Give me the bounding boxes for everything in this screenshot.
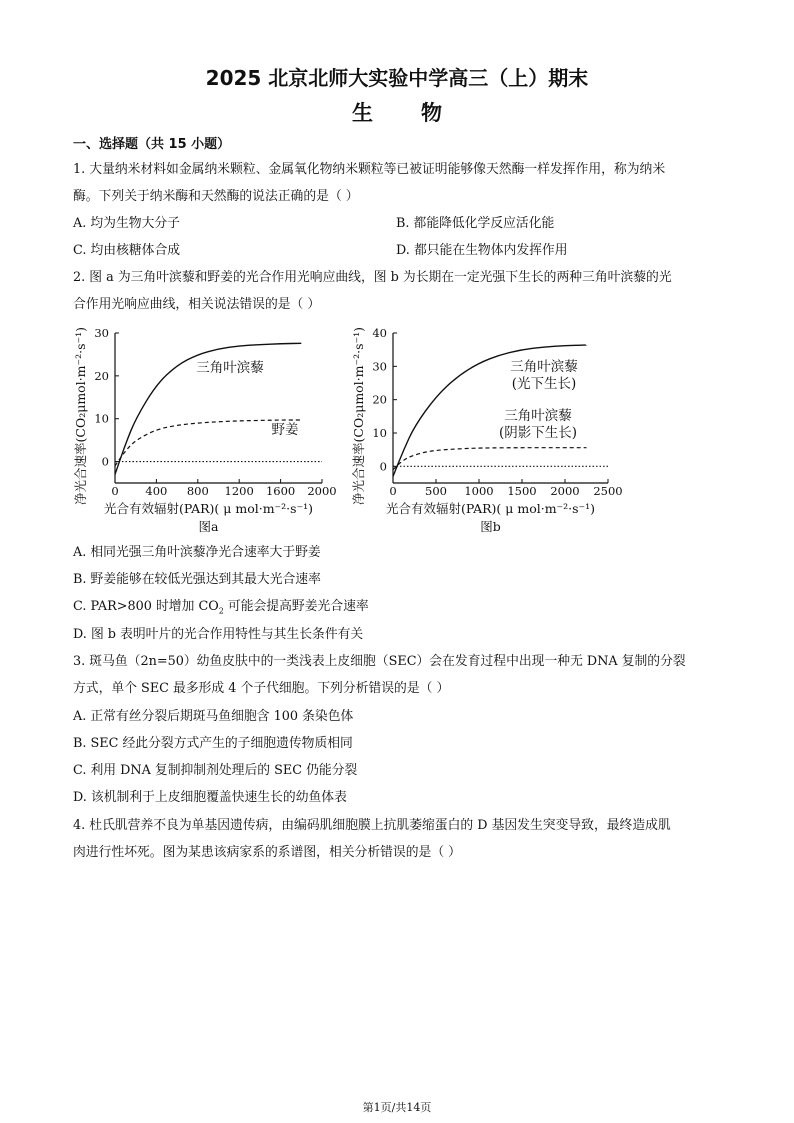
q2-option-b: B. 野姜能够在较低光强达到其最大光合速率 — [73, 572, 321, 587]
figure-caption: 图a — [198, 519, 219, 534]
q3-option-b: B. SEC 经此分裂方式产生的子细胞遗传物质相同 — [73, 736, 353, 751]
x-tick-label: 1200 — [224, 484, 254, 498]
x-tick-label: 500 — [425, 484, 447, 498]
q3-option-a: A. 正常有丝分裂后期斑马鱼细胞含 100 条染色体 — [73, 709, 354, 724]
series-label: (阴影下生长) — [498, 425, 578, 441]
q2-option-c-pre: C. PAR>800 时增加 CO — [73, 599, 219, 614]
x-tick-label: 1500 — [507, 484, 537, 498]
series-label: 三角叶滨藜 — [504, 408, 572, 424]
q1-option-c: C. 均由核糖体合成 — [73, 243, 181, 258]
y-tick-label: 40 — [372, 326, 387, 340]
section-heading: 一、选择题（共 15 小题） — [73, 137, 231, 152]
q2-option-d: D. 图 b 表明叶片的光合作用特性与其生长条件有关 — [73, 627, 364, 642]
x-tick-label: 400 — [145, 484, 168, 498]
q3-option-c: C. 利用 DNA 复制抑制剂处理后的 SEC 仍能分裂 — [73, 763, 358, 778]
q1-stem-line1: 1. 大量纳米材料如金属纳米颗粒、金属氧化物纳米颗粒等已被证明能够像天然酶一样发挥作用，称为纳米 — [73, 162, 666, 177]
x-tick-label: 800 — [186, 484, 209, 498]
q2-option-a: A. 相同光强三角叶滨藜净光合速率大于野姜 — [73, 545, 321, 560]
x-tick-label: 0 — [111, 484, 119, 498]
x-axis-label: 光合有效辐射(PAR)( μ mol·m⁻²·s⁻¹) — [103, 501, 314, 516]
q2-stem-line2: 合作用光响应曲线，相关说法错误的是（ ） — [73, 297, 321, 312]
q3-stem-line1: 3. 斑马鱼（2n=50）幼鱼皮肤中的一类浅表上皮细胞（SEC）会在发育过程中出现一种无 DNA 复制的分裂 — [73, 654, 686, 669]
x-tick-label: 1600 — [265, 484, 296, 498]
series-label: 三角叶滨藜 — [196, 360, 264, 376]
x-axis-label: 光合有效辐射(PAR)( μ mol·m⁻²·s⁻¹) — [385, 501, 596, 516]
y-tick-label: 10 — [372, 426, 387, 440]
figure-a-chart — [70, 325, 340, 535]
page-footer: 第1页/共14页 — [362, 1101, 432, 1114]
q2-stem-line1: 2. 图 a 为三角叶滨藜和野姜的光合作用光响应曲线，图 b 为长期在一定光强下生长的两种三角叶滨藜的光 — [73, 270, 672, 285]
y-tick-label: 30 — [94, 326, 109, 340]
q1-option-a: A. 均为生物大分子 — [73, 216, 180, 231]
q2-option-c-post: 可能会提高野姜光合速率 — [223, 599, 369, 614]
q3-stem-line2: 方式，单个 SEC 最多形成 4 个子代细胞。下列分析错误的是（ ） — [73, 681, 450, 696]
series-label: 野姜 — [271, 422, 299, 438]
q1-option-d: D. 都只能在生物体内发挥作用 — [396, 243, 568, 258]
x-tick-label: 2000 — [307, 484, 337, 498]
subject-title: 生物 — [352, 101, 490, 125]
y-axis-label: 净光合速率(CO₂μmol·m⁻²·s⁻¹) — [73, 326, 88, 506]
y-tick-label: 10 — [94, 411, 109, 426]
q1-option-b: B. 都能降低化学反应活化能 — [396, 216, 555, 231]
series-label: (光下生长) — [511, 376, 577, 392]
figure-b-chart — [348, 325, 623, 535]
x-tick-label: 2500 — [593, 484, 623, 498]
y-axis-label: 净光合速率(CO₂μmol·m⁻²·s⁻¹) — [351, 326, 366, 506]
x-tick-label: 1000 — [464, 484, 494, 498]
q2-option-c — [73, 599, 369, 620]
y-tick-label: 20 — [94, 368, 109, 383]
page-title: 2025 北京北师大实验中学高三（上）期末 — [205, 66, 589, 90]
x-tick-label: 2000 — [550, 484, 580, 498]
series-label: 三角叶滨藜 — [510, 359, 578, 375]
figure-caption: 图b — [480, 519, 501, 534]
x-tick-label: 0 — [389, 484, 397, 498]
y-tick-label: 0 — [101, 454, 109, 469]
y-tick-label: 0 — [379, 459, 387, 474]
y-tick-label: 30 — [372, 359, 387, 374]
q3-option-d: D. 该机制利于上皮细胞覆盖快速生长的幼鱼体表 — [73, 790, 347, 805]
y-tick-label: 20 — [372, 392, 387, 407]
q1-stem-line2: 酶。下列关于纳米酶和天然酶的说法正确的是（ ） — [73, 189, 359, 204]
q4-stem-line2: 肉进行性坏死。图为某患该病家系的系谱图，相关分析错误的是（ ） — [73, 845, 461, 860]
q4-stem-line1: 4. 杜氏肌营养不良为单基因遗传病，由编码肌细胞膜上抗肌萎缩蛋白的 D 基因发生突变导致，最终造成肌 — [73, 818, 671, 833]
q2-option-c-sub: 2 — [218, 606, 224, 616]
